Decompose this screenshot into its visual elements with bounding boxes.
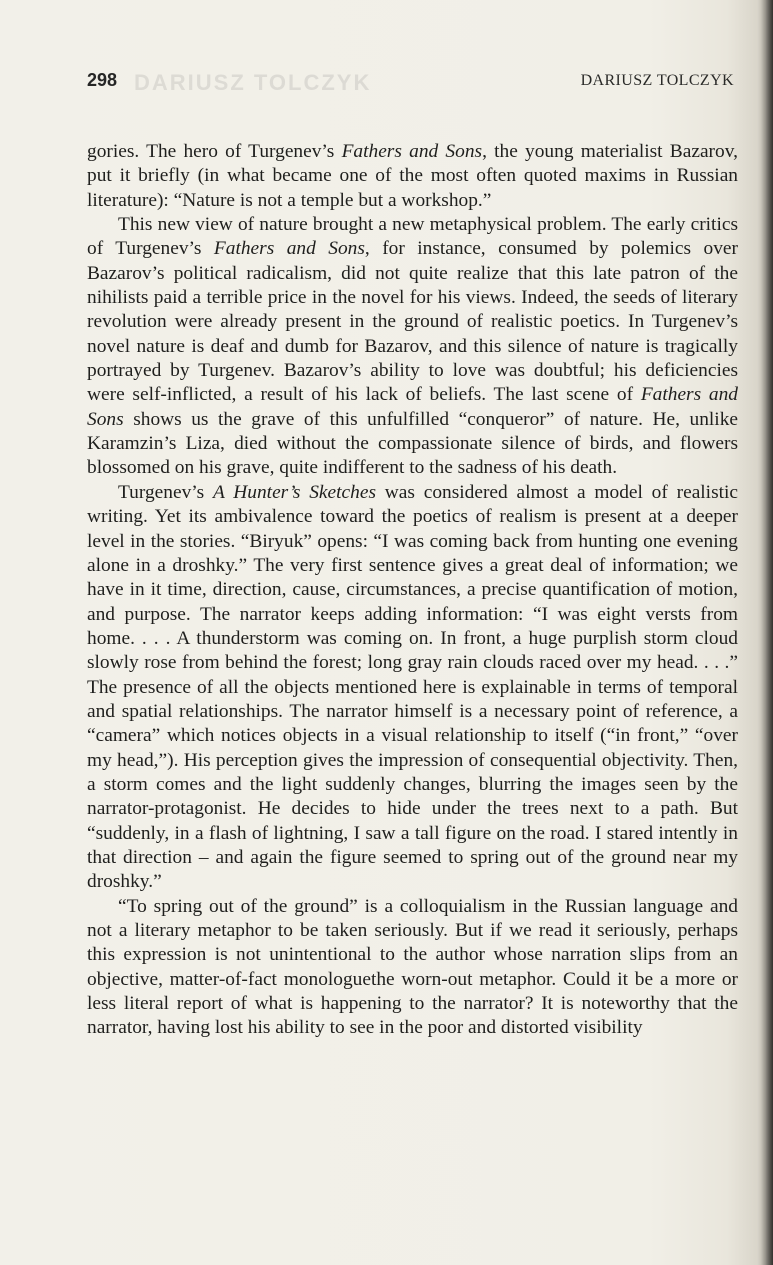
paragraph <box>87 213 738 481</box>
italic-title: A Hunter’s Sketches <box>213 481 376 503</box>
paragraph-text: Turgenev’s <box>118 481 213 503</box>
paragraph <box>87 140 738 213</box>
italic-title: Fathers and Sons <box>341 141 483 162</box>
paragraph-text: shows us the grave of this unfulfilled “conqueror” of nature. He, unlike Karamzin’s Liza, died without the compassionate silence of birds, and flowers blossomed on his grave, quite indifferent to the sadness of his death. <box>87 408 738 479</box>
italic-title: Fathers and Sons <box>213 238 365 260</box>
paragraph-text: , for instance, consumed by polemics over Bazarov’s political radicalism, did not quite realize that this late patron of the nihilists paid a terrible price in the novel for his views. Indeed, the seeds of literary revolution were already present in the ground of realistic poetics. In Turgenev’s novel nature is deaf and dumb for Bazarov, and this silence of nature is tragically portrayed by Turgenev. Bazarov’s ability to love was doubtful; his deficiencies were self-inflicted, a result of his lack of beliefs. The last scene of <box>87 238 738 406</box>
running-head: DARIUSZ TOLCZYK <box>580 72 734 89</box>
paragraph <box>87 481 738 895</box>
paragraph-text: gories. The hero of Turgenev’s <box>87 141 342 162</box>
paragraph-text: was considered almost a model of realistic writing. Yet its ambivalence toward the poetics of realism is present at a deeper level in the stories. “Biryuk” opens: “I was coming back from hunting one evening alone in a droshky.” The very first sentence gives a great deal of information; we have in it time, direction, cause, circumstances, a precise quantification of motion, and purpose. The narrator keeps adding information: “I was eight versts from home. . . . A thunderstorm was coming on. In front, a huge purplish storm cloud slowly rose from behind the forest; long gray rain clouds raced over my head. . . .” The presence of all the objects mentioned here is explainable in terms of temporal and spatial relationships. The narrator himself is a necessary point of reference, a “camera” which notices objects in a visual relationship to itself (“in front,” “over my head,”). His perception gives the impression of consequential objectivity. Then, a storm comes and the light suddenly changes, blurring the images seen by the narrator-protagonist. He decides to hide under the trees next to a path. But “suddenly, in a flash of lightning, I saw a tall figure on the road. I stared intently in that direction – and again the figure seemed to spring out of the ground near my droshky.” <box>87 481 739 893</box>
page-number: 298 <box>87 70 118 90</box>
italic-title: Fathers and Sons <box>87 384 738 430</box>
paragraph <box>87 895 738 1041</box>
page-spine-shadow <box>761 0 773 1265</box>
paragraph-text: “To spring out of the ground” is a colloquialism in the Russian language and not a literary metaphor to be taken seriously. But if we read it seriously, perhaps this expression is not unintentional to the author whose narration slips from an objective, matter-of-fact monologuethe worn-out metaphor. Could it be a more or less literal report of what is happening to the narrator? It is noteworthy that the narrator, having lost his ability to see in the poor and distorted visibility <box>87 895 738 1039</box>
page-header <box>87 70 734 94</box>
paragraph-text: , the young materialist Bazarov, put it briefly (in what became one of the most often quoted maxims in Russian literature): “Nature is not a temple but a workshop.” <box>87 141 738 211</box>
paragraph-text: This new view of nature brought a new metaphysical problem. The early critics of Turgenev’s <box>87 214 738 260</box>
bleed-through-running-head: DARIUSZ TOLCZYK <box>134 70 372 95</box>
body-text <box>87 140 738 1041</box>
